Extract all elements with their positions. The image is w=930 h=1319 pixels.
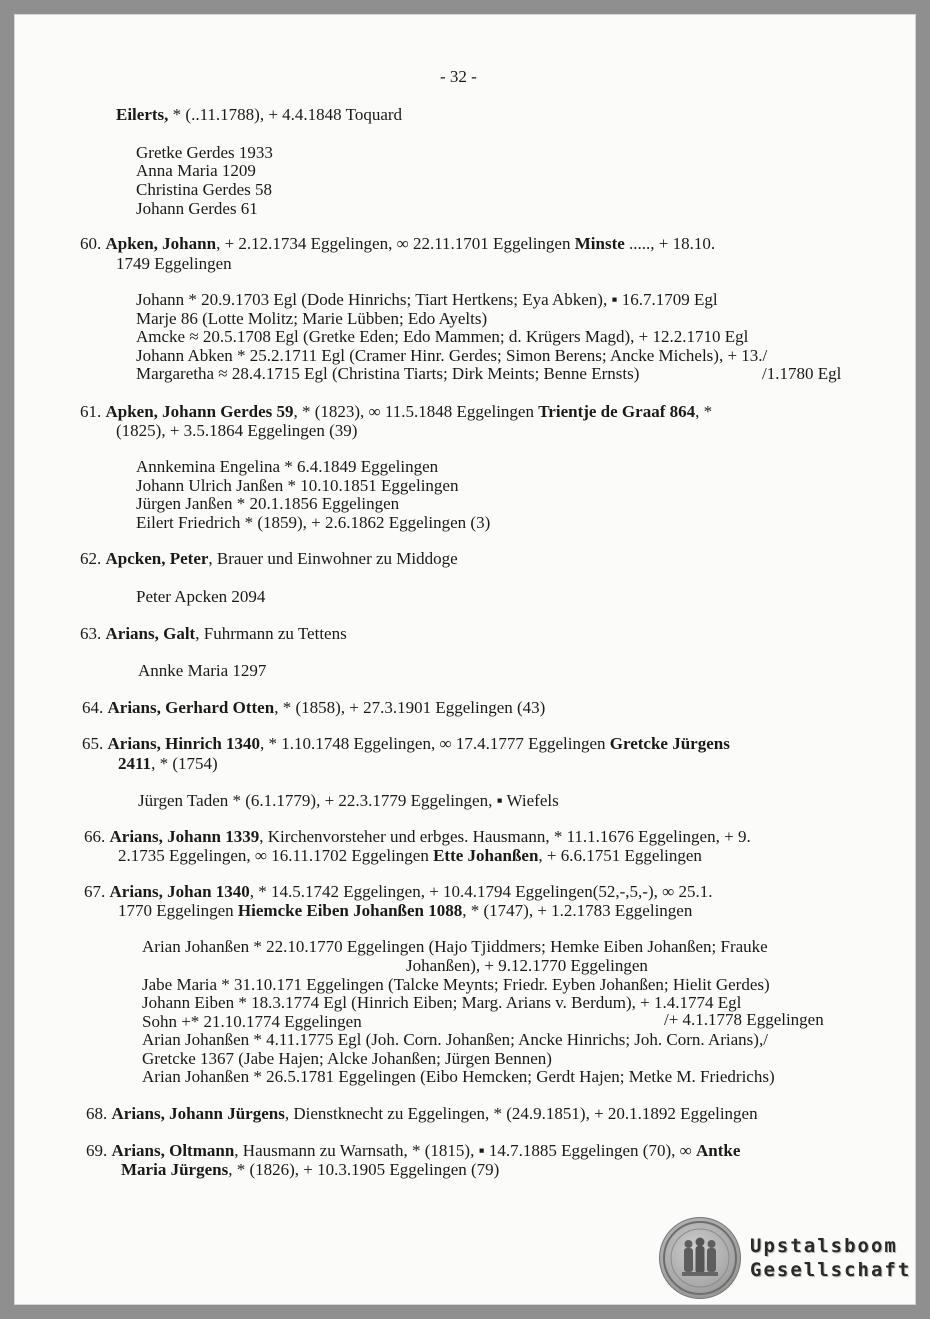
entry-name: Arians, Johan 1340 <box>109 882 250 901</box>
spouse-name: Minste <box>574 234 625 253</box>
child-line: Annkemina Engelina * 6.4.1849 Eggelingen <box>136 457 439 476</box>
entry-number: 67. <box>84 882 106 901</box>
entry-69-line: 69. Arians, Oltmann, Hausmann zu Warnsath, * (1815), ▪ 14.7.1885 Eggelingen (70), ∞ Antke <box>86 1141 741 1160</box>
entry-eilerts-line: Eilerts, * (..11.1788), + 4.4.1848 Toquard <box>116 105 403 124</box>
entry-name: Eilerts, <box>116 105 169 124</box>
entry-61-line: 61. Apken, Johann Gerdes 59, * (1823), ∞ 11.5.1848 Eggelingen Trientje de Graaf 864, * <box>80 402 713 421</box>
entry-68-line: 68. Arians, Johann Jürgens, Dienstknecht zu Eggelingen, * (24.9.1851), + 20.1.1892 Eggelingen <box>86 1104 758 1123</box>
child-line: Marje 86 (Lotte Molitz; Marie Lübben; Edo Ayelts) <box>136 309 488 328</box>
child-line: Jürgen Taden * (6.1.1779), + 22.3.1779 Eggelingen, ▪ Wiefels <box>138 791 559 810</box>
child-line: Jürgen Janßen * 20.1.1856 Eggelingen <box>136 494 400 513</box>
child-line: Johann Ulrich Janßen * 10.10.1851 Eggelingen <box>136 476 459 495</box>
entry-64-line: 64. Arians, Gerhard Otten, * (1858), + 27.3.1901 Eggelingen (43) <box>82 698 546 717</box>
spouse-name: Trientje de Graaf 864 <box>538 402 696 421</box>
entry-name: Apcken, Peter <box>105 549 209 568</box>
child-line: Peter Apcken 2094 <box>136 587 266 606</box>
child-line-continuation: Johanßen), + 9.12.1770 Eggelingen <box>406 956 648 975</box>
entry-name: Apken, Johann Gerdes 59 <box>105 402 294 421</box>
spouse-name: Ette Johanßen <box>433 846 539 865</box>
entry-name: Apken, Johann <box>105 234 217 253</box>
entry-name: Arians, Hinrich 1340 <box>107 734 261 753</box>
child-line: Gretcke 1367 (Jabe Hajen; Alcke Johanßen; Jürgen Bennen) <box>142 1049 552 1068</box>
child-line: Johann Eiben * 18.3.1774 Egl (Hinrich Eiben; Marg. Arians v. Berdum), + 1.4.1774 Egl <box>142 993 742 1012</box>
entry-name: Arians, Oltmann <box>111 1141 235 1160</box>
entry-number: 66. <box>84 827 106 846</box>
entry-number: 61. <box>80 402 102 421</box>
entry-66-line2: 2.1735 Eggelingen, ∞ 16.11.1702 Eggelingen Ette Johanßen, + 6.6.1751 Eggelingen <box>118 846 702 865</box>
spouse-name: Hiemcke Eiben Johanßen 1088 <box>237 901 463 920</box>
entry-number: 60. <box>80 234 102 253</box>
child-line-continuation: /+ 4.1.1778 Eggelingen <box>664 1010 824 1029</box>
entry-66-line: 66. Arians, Johann 1339, Kirchenvorsteher und erbges. Hausmann, * 11.1.1676 Eggelingen, + 9. <box>84 827 751 846</box>
entry-65-line2: 2411, * (1754) <box>118 754 218 773</box>
entry-number: 64. <box>82 698 104 717</box>
spouse-name: Antke <box>695 1141 741 1160</box>
entry-number: 69. <box>86 1141 108 1160</box>
entry-62-line: 62. Apcken, Peter, Brauer und Einwohner zu Middoge <box>80 549 458 568</box>
brand-line-2: Gesellschaft <box>750 1259 912 1281</box>
entry-number: 62. <box>80 549 102 568</box>
entry-60-line: 60. Apken, Johann, + 2.12.1734 Eggelingen, ∞ 22.11.1701 Eggelingen Minste ....., + 18.10. <box>80 234 716 253</box>
child-line: Anna Maria 1209 <box>136 161 256 180</box>
entry-name: Arians, Galt <box>105 624 196 643</box>
entry-number: 63. <box>80 624 102 643</box>
child-line: Christina Gerdes 58 <box>136 180 272 199</box>
child-line: Arian Johanßen * 4.11.1775 Egl (Joh. Corn. Johanßen; Ancke Hinrichs; Joh. Corn. Arians),/ <box>142 1030 768 1049</box>
entry-67-line2: 1770 Eggelingen Hiemcke Eiben Johanßen 1088, * (1747), + 1.2.1783 Eggelingen <box>118 901 693 920</box>
child-line: Johann * 20.9.1703 Egl (Dode Hinrichs; Tiart Hertkens; Eya Abken), ▪ 16.7.1709 Egl <box>136 290 718 309</box>
entry-60-line2: 1749 Eggelingen <box>116 254 232 273</box>
entry-name: Arians, Johann Jürgens <box>111 1104 285 1123</box>
child-line: Jabe Maria * 31.10.171 Eggelingen (Talcke Meynts; Friedr. Eyben Johanßen; Hielit Gerdes) <box>142 975 770 994</box>
child-line: Johann Gerdes 61 <box>136 199 258 218</box>
entry-name: Arians, Johann 1339 <box>109 827 260 846</box>
entry-number: 68. <box>86 1104 108 1123</box>
child-line: Eilert Friedrich * (1859), + 2.6.1862 Eggelingen (3) <box>136 513 491 532</box>
child-line: Johann Abken * 25.2.1711 Egl (Cramer Hinr. Gerdes; Simon Berens; Ancke Michels), + 13./ <box>136 346 768 365</box>
entry-67-line: 67. Arians, Johan 1340, * 14.5.1742 Eggelingen, + 10.4.1794 Eggelingen(52,-,5,-), ∞ 25.1. <box>84 882 713 901</box>
brand-line-1: Upstalsboom <box>750 1235 898 1257</box>
spouse-name: Gretcke Jürgens <box>609 734 730 753</box>
page-number: - 32 - <box>440 67 477 86</box>
child-line: Arian Johanßen * 26.5.1781 Eggelingen (Eibo Hemcken; Gerdt Hajen; Metke M. Friedrichs) <box>142 1067 775 1086</box>
entry-name: Arians, Gerhard Otten <box>107 698 275 717</box>
child-line: Arian Johanßen * 22.10.1770 Eggelingen (Hajo Tjiddmers; Hemke Eiben Johanßen; Frauke <box>142 937 768 956</box>
child-line-continuation: /1.1780 Egl <box>762 364 842 383</box>
entry-63-line: 63. Arians, Galt, Fuhrmann zu Tettens <box>80 624 347 643</box>
child-line: Amcke ≈ 20.5.1708 Egl (Gretke Eden; Edo Mammen; d. Krügers Magd), + 12.2.1710 Egl <box>136 327 749 346</box>
child-line: Margaretha ≈ 28.4.1715 Egl (Christina Tiarts; Dirk Meints; Benne Ernsts) <box>136 364 640 383</box>
entry-61-line2: (1825), + 3.5.1864 Eggelingen (39) <box>116 421 358 440</box>
entry-65-line: 65. Arians, Hinrich 1340, * 1.10.1748 Eggelingen, ∞ 17.4.1777 Eggelingen Gretcke Jürgens <box>82 734 730 753</box>
document-page <box>14 14 916 1305</box>
child-line: Gretke Gerdes 1933 <box>136 143 273 162</box>
upstalsboom-seal-icon <box>659 1217 741 1299</box>
entry-69-line2: Maria Jürgens, * (1826), + 10.3.1905 Eggelingen (79) <box>121 1160 500 1179</box>
child-line: Annke Maria 1297 <box>138 661 267 680</box>
entry-number: 65. <box>82 734 104 753</box>
child-line: Sohn +* 21.10.1774 Eggelingen <box>142 1012 362 1031</box>
